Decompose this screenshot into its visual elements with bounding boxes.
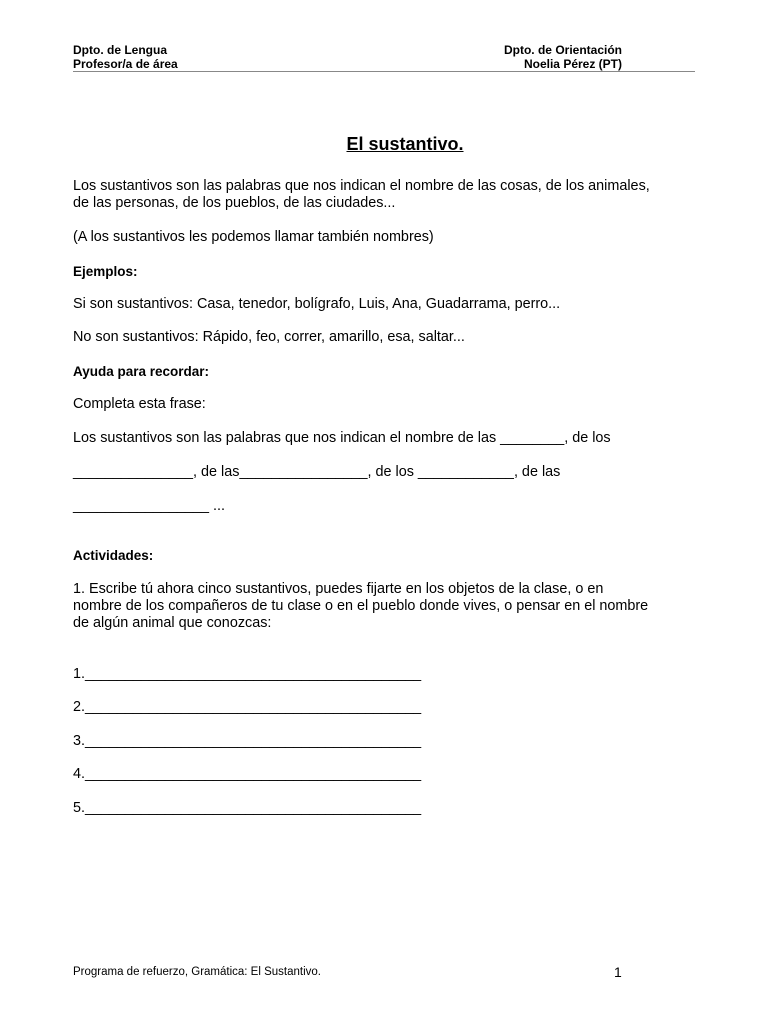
help-heading: Ayuda para recordar: (73, 364, 210, 379)
header-teacher-right: Noelia Pérez (PT) (523, 57, 622, 71)
examples-yes: Si son sustantivos: Casa, tenedor, bolígrafo, Luis, Ana, Guadarrama, perro... (73, 296, 561, 312)
answer-blank-2[interactable]: 2.__________________________________________ (73, 699, 422, 715)
header-department-left: Dpto. de Lengua (73, 43, 167, 57)
activity-1-line-2: nombre de los compañeros de tu clase o en el pueblo donde vives, o pensar en el nombre (73, 598, 649, 614)
answer-blank-1[interactable]: 1.__________________________________________ (73, 666, 422, 682)
help-sentence-line-1: Los sustantivos son las palabras que nos indican el nombre de las ________, de los (73, 430, 611, 446)
activity-1-line-3: de algún animal que conozcas: (73, 615, 272, 631)
header-right (504, 43, 622, 71)
intro-line-2: de las personas, de los pueblos, de las ciudades... (73, 195, 396, 211)
note-text: (A los sustantivos les podemos llamar también nombres) (73, 229, 434, 245)
activity-1-line-1: 1. Escribe tú ahora cinco sustantivos, puedes fijarte en los objetos de la clase, o en (73, 581, 604, 597)
header-teacher-left: Profesor/a de área (73, 57, 178, 71)
intro-line-1: Los sustantivos son las palabras que nos indican el nombre de las cosas, de los animales, (73, 178, 650, 194)
activities-heading: Actividades: (73, 548, 154, 563)
page-header (73, 43, 695, 72)
document-title: El sustantivo. (346, 134, 464, 154)
help-instruction: Completa esta frase: (73, 396, 206, 412)
page-number: 1 (614, 964, 622, 980)
examples-heading: Ejemplos: (73, 264, 138, 279)
help-sentence-line-3: _________________ ... (73, 498, 226, 514)
footer-text: Programa de refuerzo, Gramática: El Sustantivo. (73, 966, 321, 978)
answer-blank-5[interactable]: 5.__________________________________________ (73, 800, 422, 816)
answer-blank-4[interactable]: 4.__________________________________________ (73, 766, 422, 782)
help-sentence-line-2: _______________, de las________________, de los ____________, de las (73, 464, 561, 480)
header-department-right: Dpto. de Orientación (503, 43, 622, 57)
examples-no: No son sustantivos: Rápido, feo, correr, amarillo, esa, saltar... (73, 329, 465, 345)
header-left (73, 43, 178, 71)
answer-blank-3[interactable]: 3.__________________________________________ (73, 733, 422, 749)
